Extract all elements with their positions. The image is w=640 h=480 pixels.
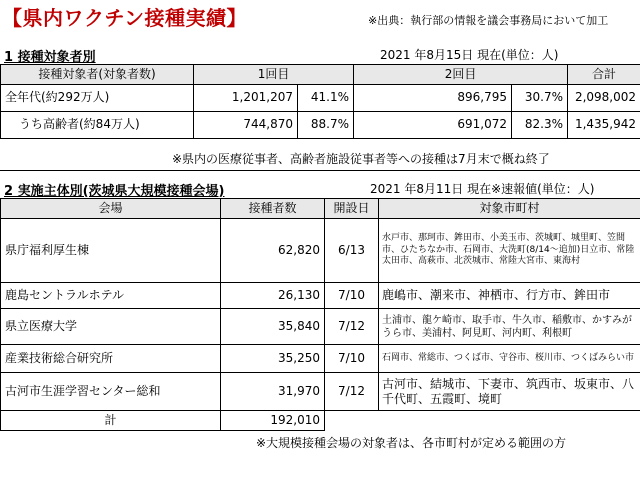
table-row <box>1 283 640 309</box>
row-label: 全年代(約292万人) <box>1 85 194 112</box>
section1-heading: 1 接種対象者別 <box>4 50 96 65</box>
dose2-count: 896,795 <box>354 85 512 112</box>
vaccination-by-venue-table <box>0 198 640 431</box>
venue-municipalities: 土浦市、龍ケ崎市、取手市、牛久市、稲敷市、かすみがうら市、美浦村、阿見町、河内町、利根町 <box>379 309 640 345</box>
section2-heading: 2 実施主体別(茨城県大規模接種会場) <box>4 184 225 199</box>
divider <box>0 170 640 171</box>
row-label: うち高齢者(約84万人) <box>1 112 194 139</box>
table-row <box>1 373 640 411</box>
venue-name: 県庁福利厚生棟 <box>1 219 221 283</box>
venue-opened: 7/10 <box>325 345 379 373</box>
page-title: 【県内ワクチン接種実績】 <box>2 6 247 30</box>
table-header-row <box>1 65 640 85</box>
header-dose1: 1回目 <box>194 65 354 85</box>
dose2-count: 691,072 <box>354 112 512 139</box>
venue-name: 県立医療大学 <box>1 309 221 345</box>
header-target: 接種対象者(対象者数) <box>1 65 194 85</box>
venue-count: 35,250 <box>221 345 325 373</box>
total-row <box>1 411 640 431</box>
venue-opened: 7/10 <box>325 283 379 309</box>
section2-note: ※大規模接種会場の対象者は、各市町村が定める範囲の方 <box>256 436 567 450</box>
table-row <box>1 219 640 283</box>
header-count: 接種者数 <box>221 199 325 219</box>
source-note: ※出典：執行部の情報を議会事務局において加工 <box>368 14 609 27</box>
venue-count: 62,820 <box>221 219 325 283</box>
header-total: 合計 <box>568 65 640 85</box>
venue-opened: 7/12 <box>325 373 379 411</box>
venue-opened: 7/12 <box>325 309 379 345</box>
section1-note: ※県内の医療従事者、高齢者施設従事者等への接種は7月末で概ね終了 <box>172 152 550 166</box>
venue-name: 産業技術総合研究所 <box>1 345 221 373</box>
dose1-rate: 41.1% <box>298 85 354 112</box>
section1-date: 2021 年8月15日 現在(単位：人) <box>380 48 559 62</box>
dose2-rate: 30.7% <box>512 85 568 112</box>
table-row <box>1 85 640 112</box>
table-row <box>1 309 640 345</box>
empty-cell <box>325 411 379 431</box>
total-count: 192,010 <box>221 411 325 431</box>
venue-name: 鹿島セントラルホテル <box>1 283 221 309</box>
empty-cell <box>379 411 640 431</box>
total-label: 計 <box>1 411 221 431</box>
venue-municipalities: 水戸市、那珂市、鉾田市、小美玉市、茨城町、城里町、笠間市、ひたちなか市、石岡市、大洗町(8/14～追加)日立市、常陸太田市、高萩市、北茨城市、常陸大宮市、東海村 <box>379 219 640 283</box>
dose2-rate: 82.3% <box>512 112 568 139</box>
venue-count: 26,130 <box>221 283 325 309</box>
table-header-row <box>1 199 640 219</box>
dose1-count: 1,201,207 <box>194 85 298 112</box>
header-venue: 会場 <box>1 199 221 219</box>
vaccination-by-target-table <box>0 64 640 139</box>
dose1-count: 744,870 <box>194 112 298 139</box>
table-row <box>1 345 640 373</box>
total-count: 1,435,942 <box>568 112 640 139</box>
venue-count: 35,840 <box>221 309 325 345</box>
header-municipalities: 対象市町村 <box>379 199 640 219</box>
section2-date: 2021 年8月11日 現在※速報値(単位：人) <box>370 182 595 196</box>
dose1-rate: 88.7% <box>298 112 354 139</box>
venue-name: 古河市生涯学習センター総和 <box>1 373 221 411</box>
total-count: 2,098,002 <box>568 85 640 112</box>
venue-municipalities: 鹿嶋市、潮来市、神栖市、行方市、鉾田市 <box>379 283 640 309</box>
venue-count: 31,970 <box>221 373 325 411</box>
table-row <box>1 112 640 139</box>
venue-municipalities: 古河市、結城市、下妻市、筑西市、坂東市、八千代町、五霞町、境町 <box>379 373 640 411</box>
venue-opened: 6/13 <box>325 219 379 283</box>
venue-municipalities: 石岡市、常総市、つくば市、守谷市、桜川市、つくばみらい市 <box>379 345 640 373</box>
header-opened: 開設日 <box>325 199 379 219</box>
header-dose2: 2回目 <box>354 65 568 85</box>
